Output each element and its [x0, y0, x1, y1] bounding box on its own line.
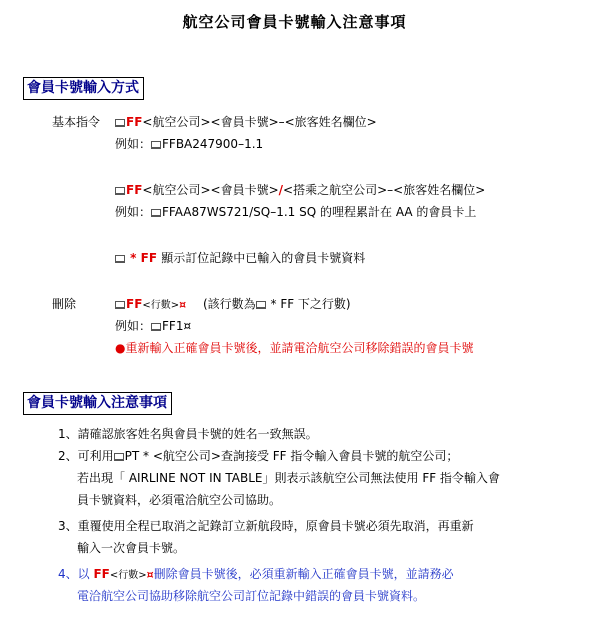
example-line-1: 例如： FFBA247900–1.1 [115, 137, 264, 151]
section-heading-notes: 會員卡號輸入注意事項 [23, 392, 172, 415]
warning-line: ●重新輸入正確會員卡號後，並請電洽航空公司移除錯誤的會員卡號 [115, 341, 474, 355]
note-item-4-line-1: 4、以 FF<行數>¤刪除會員卡號後，必須重新輸入正確會員卡號，並請務必 [58, 567, 454, 581]
section-heading-input-method: 會員卡號輸入方式 [23, 77, 144, 100]
terminal-icon [151, 209, 161, 217]
terminal-icon [151, 323, 161, 331]
note-item-2-line-2: 若出現「 AIRLINE NOT IN TABLE」則表示該航空公司無法使用 FF 指令輸入會 [77, 471, 500, 485]
note-item-3-line-1: 3、重覆使用全程已取消之記錄訂立新航段時，原會員卡號必須先取消，再重新 [58, 519, 474, 533]
note-item-1: 1、請確認旅客姓名與會員卡號的姓名一致無誤。 [58, 427, 318, 441]
terminal-icon [256, 301, 266, 309]
note-item-2-line-3: 員卡號資料，必須電洽航空公司協助。 [77, 493, 282, 507]
example-line-3: 例如： FF1¤ [115, 319, 192, 333]
bomb-icon: ● [115, 341, 126, 355]
command-line-3: * FF 顯示訂位記錄中已輸入的會員卡號資料 [115, 250, 365, 266]
basic-command-label: 基本指令 [52, 115, 101, 129]
note-item-2-line-1: 2、可利用 PT * <航空公司>查詢接受 FF 指令輸入會員卡號的航空公司； [58, 449, 459, 463]
delete-command-line: FF<行數>¤ [115, 296, 186, 314]
terminal-icon [151, 141, 161, 149]
terminal-icon [115, 255, 125, 263]
delete-label: 刪除 [52, 297, 77, 311]
note-item-3-line-2: 輸入一次會員卡號。 [77, 541, 186, 555]
command-line-2: FF<航空公司><會員卡號>/<搭乘之航空公司>–<旅客姓名欄位> [115, 182, 485, 198]
delete-note: (該行數為 * FF 下之行數) [203, 297, 351, 311]
note-item-4-line-2: 電洽航空公司協助移除航空公司訂位記錄中錯誤的會員卡號資料。 [77, 589, 426, 603]
page-title: 航空公司會員卡號輸入注意事項 [182, 13, 407, 31]
terminal-icon [115, 119, 125, 127]
command-line-1: FF<航空公司><會員卡號>–<旅客姓名欄位> [115, 114, 377, 130]
terminal-icon [114, 453, 124, 461]
example-line-2: 例如： FFAA87WS721/SQ–1.1 SQ 的哩程累計在 AA 的會員卡上 [115, 205, 477, 219]
terminal-icon [115, 187, 125, 195]
terminal-icon [115, 301, 125, 309]
